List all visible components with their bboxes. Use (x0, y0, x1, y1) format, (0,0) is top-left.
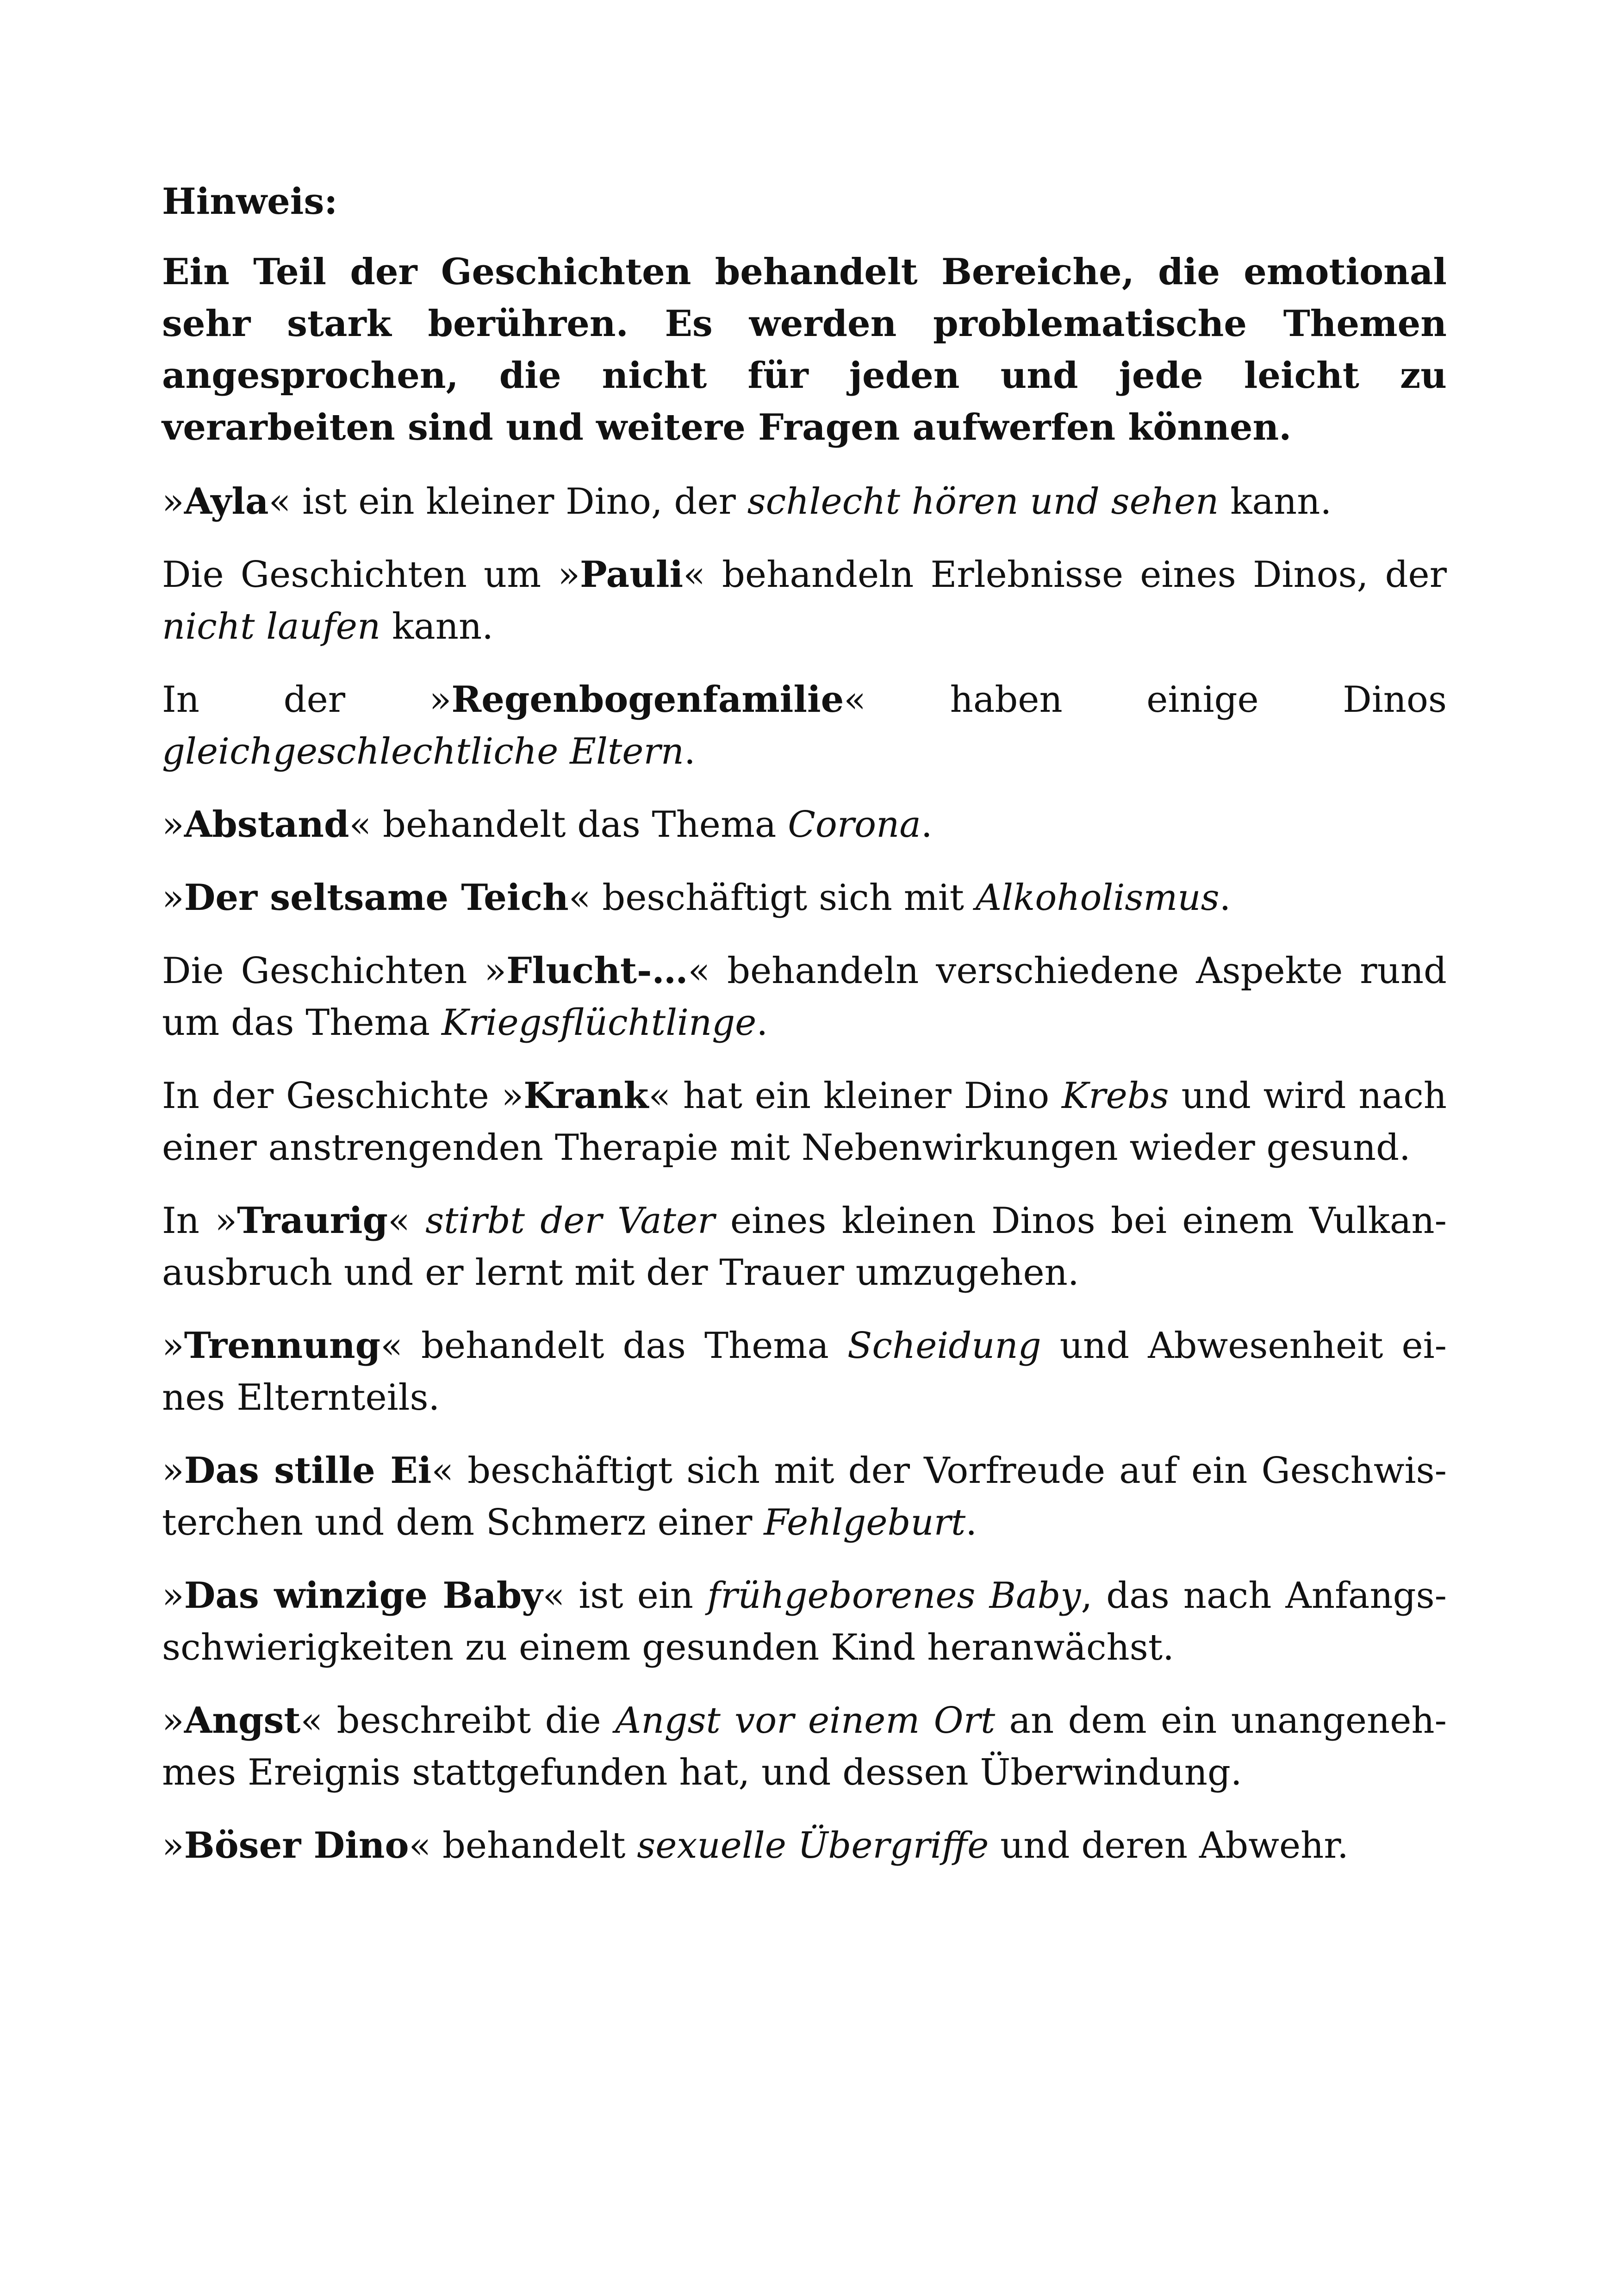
content-warning: Ein Teil der Geschichten behandelt Bereiche, die emotional sehr stark berühren. Es werden problematische Themen angesprochen, die nicht für jeden und jede leicht zu verarbeiten sind und weitere Fragen aufwerfen können. (162, 251, 1447, 448)
story-topic: schlecht hören und sehen (747, 481, 1219, 523)
story-description (162, 549, 1447, 653)
story-description (162, 1070, 1447, 1174)
story-text: « haben einige Dinos (844, 679, 1447, 721)
story-text: « behandeln verschiedene Aspekte rund um das Thema (162, 950, 1447, 1044)
story-title: Das stille Ei (184, 1450, 432, 1492)
story-topic: Fehlgeburt (764, 1502, 966, 1543)
story-title: Pauli (580, 554, 684, 596)
story-text: « behandelt (409, 1825, 637, 1867)
story-text: » (162, 1575, 184, 1617)
story-text: » (162, 1450, 184, 1492)
story-description (162, 476, 1447, 528)
story-title: Krank (523, 1075, 649, 1117)
story-text: « (388, 1200, 426, 1242)
story-description (162, 945, 1447, 1049)
story-text: » (162, 1825, 184, 1867)
story-text: . (756, 1002, 768, 1044)
story-description (162, 1445, 1447, 1549)
story-topic: Krebs (1062, 1075, 1169, 1117)
story-text: « behandeln Erlebnisse eines Dinos, der (683, 554, 1447, 596)
story-text: . (921, 804, 933, 846)
story-text: « ist ein kleiner Dino, der (268, 481, 747, 523)
story-text: In » (162, 1200, 237, 1242)
story-text: » (162, 1325, 184, 1367)
story-topic: gleichgeschlechtliche Eltern (162, 731, 684, 772)
story-text: » (162, 481, 184, 523)
story-title: Angst (184, 1699, 301, 1742)
story-text: « beschreibt die (300, 1700, 615, 1742)
story-text: » (162, 877, 184, 919)
story-title: Ayla (184, 480, 269, 523)
story-description (162, 1570, 1447, 1674)
story-text: « behandelt das Thema (349, 804, 788, 846)
story-text: « ist ein (542, 1575, 708, 1617)
story-text: Die Geschichten um » (162, 554, 580, 596)
story-text: . (1219, 877, 1231, 919)
story-text: « hat ein kleiner Dino (648, 1075, 1062, 1117)
story-title: Böser Dino (184, 1824, 409, 1867)
page-content (162, 176, 1447, 1893)
story-title: Der seltsame Teich (184, 877, 569, 919)
story-topic: nicht laufen (162, 606, 381, 647)
story-text: kann. (1219, 481, 1332, 523)
story-title: Abstand (184, 803, 349, 846)
story-text: « behandelt das Thema (380, 1325, 847, 1367)
story-topic: Scheidung (847, 1325, 1041, 1367)
story-text: « beschäftigt sich mit (568, 877, 976, 919)
story-text: und Abwesenheit eines Elternteils. (162, 1325, 1447, 1419)
story-text: . (684, 731, 696, 772)
story-topic: Alkoholismus (975, 877, 1220, 919)
story-text: In der » (162, 679, 452, 721)
story-text: kann. (380, 606, 494, 647)
story-title: Traurig (237, 1200, 388, 1242)
story-topic: Corona (788, 804, 921, 846)
story-text: an dem ein unangenehmes Ereignis stattgefunden hat, und dessen Überwindung. (162, 1700, 1447, 1793)
story-text: . (965, 1502, 977, 1543)
story-text: » (162, 804, 184, 846)
story-description (162, 872, 1447, 924)
story-description (162, 1695, 1447, 1798)
story-title: Das winzige Baby (184, 1574, 543, 1617)
story-title: Trennung (184, 1325, 381, 1367)
story-text: In der Geschichte » (162, 1075, 524, 1117)
story-text: « beschäftigt sich mit der Vorfreude auf ein Geschwisterchen und dem Schmerz einer (162, 1450, 1447, 1543)
story-description (162, 674, 1447, 778)
story-text: und deren Abwehr. (989, 1825, 1349, 1867)
story-title: Flucht-… (506, 950, 688, 992)
story-text: eines kleinen Dinos bei einem Vulkanausbruch und er lernt mit der Trauer umzugehen. (162, 1200, 1447, 1294)
story-topic: stirbt der Vater (425, 1200, 715, 1242)
story-text: und wird nach einer anstrengenden Therapie mit Nebenwirkungen wieder gesund. (162, 1075, 1447, 1169)
story-description (162, 799, 1447, 851)
note-title: Hinweis: (162, 180, 338, 223)
story-description (162, 1320, 1447, 1424)
story-topic: Kriegsflüchtlinge (441, 1002, 757, 1044)
story-description (162, 1820, 1447, 1872)
story-topic: Angst vor einem Ort (615, 1700, 996, 1742)
story-topic: frühgeborenes Baby (707, 1575, 1081, 1617)
story-description (162, 1195, 1447, 1299)
story-text: » (162, 1700, 184, 1742)
story-text: , das nach Anfangsschwierigkeiten zu einem gesunden Kind heranwächst. (162, 1575, 1447, 1668)
story-text: Die Geschichten » (162, 950, 507, 992)
story-descriptions (162, 476, 1447, 1872)
story-topic: sexuelle Übergriffe (637, 1825, 989, 1867)
story-title: Regenbogenfamilie (451, 678, 844, 721)
